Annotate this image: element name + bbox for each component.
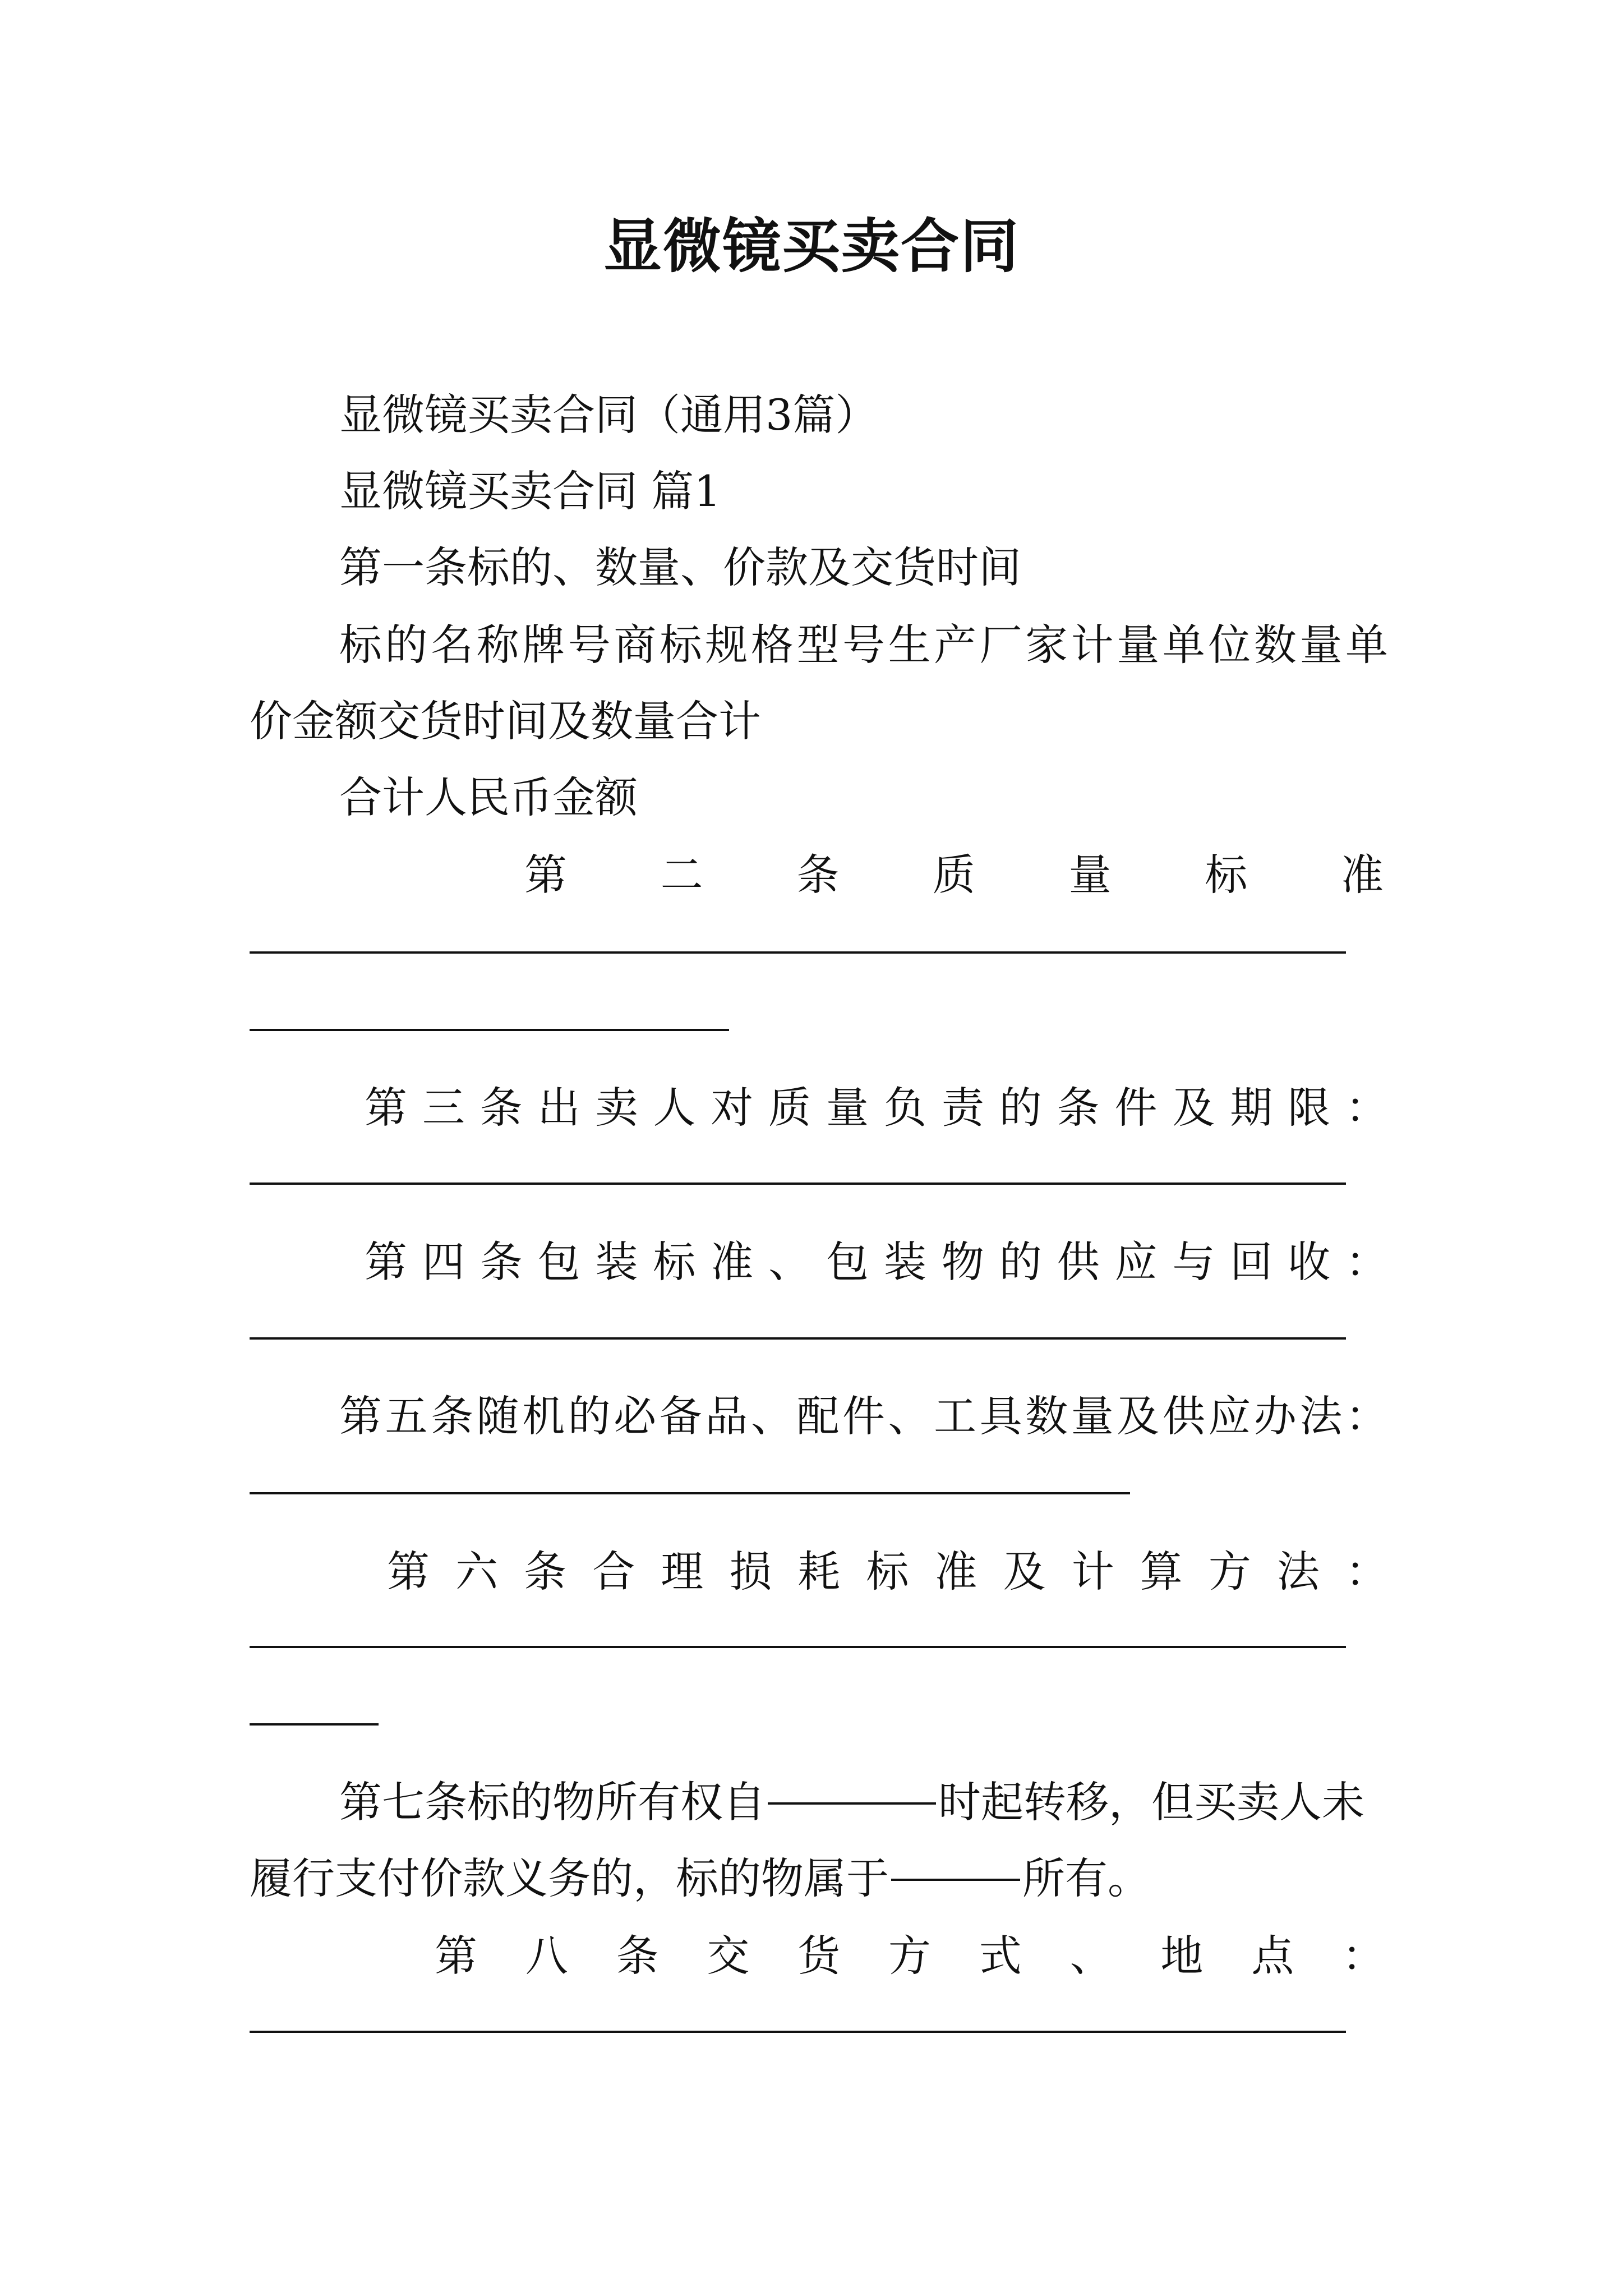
article-6: 第六条合理损耗标准及计算方法： <box>387 1547 1388 1596</box>
article-1-heading: 第一条标的、数量、价款及交货时间 <box>339 542 1021 592</box>
blank-fill <box>768 1802 936 1805</box>
blank-fill <box>891 1879 1020 1881</box>
blank-line <box>250 1337 1346 1340</box>
article-1-total: 合计人民币金额 <box>339 772 638 822</box>
article-1-columns-line-2: 价金额交货时间及数量合计 <box>250 696 761 746</box>
blank-line <box>250 1182 1346 1185</box>
blank-line <box>250 1646 1346 1648</box>
blank-line <box>250 951 1346 954</box>
article-5: 第五条随机的必备品、配件、工具数量及供应办法： <box>339 1391 1388 1441</box>
document-subtitle: 显微镜买卖合同（通用3篇） <box>339 390 878 440</box>
article-3: 第三条出卖人对质量负责的条件及期限： <box>365 1083 1388 1133</box>
blank-line <box>250 1492 1130 1494</box>
article-7-line-2: 履行支付价款义务的，标的物属于 所有。 <box>250 1853 1150 1903</box>
document-title: 显微镜买卖合同 <box>603 211 1020 280</box>
blank-line <box>250 1723 379 1726</box>
article-2: 第二条质量标准 <box>524 850 1388 900</box>
article-4: 第四条包装标准、包装物的供应与回收： <box>365 1237 1388 1287</box>
part-heading: 显微镜买卖合同 篇1 <box>339 466 721 516</box>
article-7-line-1: 第七条标的物所有权自 时起转移，但买卖人未 <box>339 1777 1364 1827</box>
blank-line <box>250 2031 1346 2033</box>
article-1-columns-line-1: 标的名称牌号商标规格型号生产厂家计量单位数量单 <box>339 620 1388 670</box>
blank-line <box>250 1029 729 1031</box>
article-8: 第八条交货方式、地点： <box>435 1931 1388 1981</box>
